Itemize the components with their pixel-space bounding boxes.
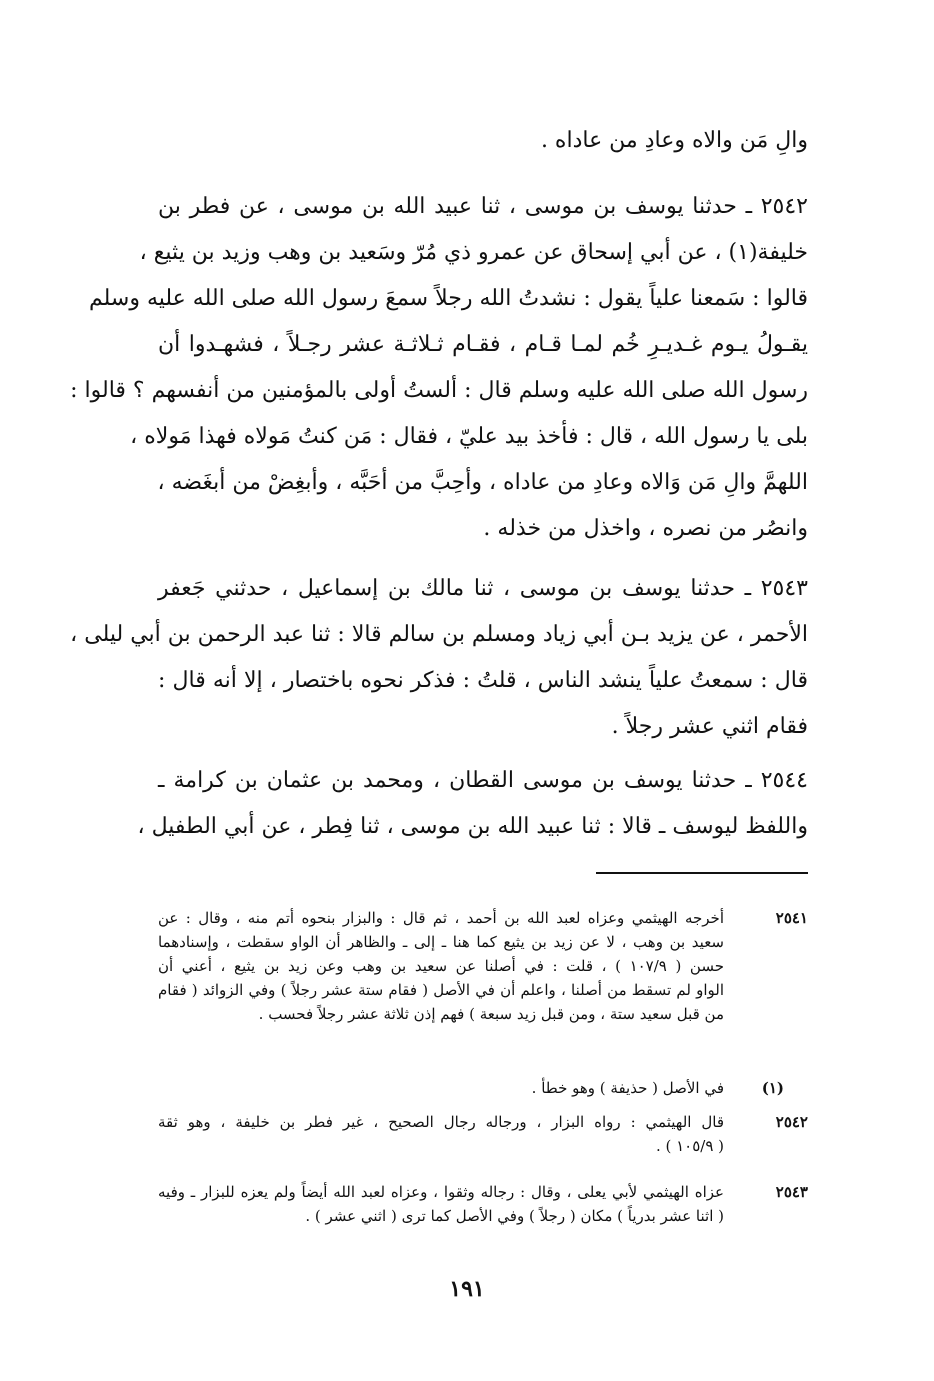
footnote-2542 [158, 1110, 808, 1158]
text-line: يقـولُ يـوم غـديـرِ خُم لمـا قـام ، فقـام ثـلاثـة عشر رجـلاً ، فشهـدوا أن [158, 332, 808, 357]
hadith-2542 [70, 184, 808, 552]
footnote-number: ٢٥٤١ [775, 909, 808, 927]
text-line: الأحمر ، عن يزيد بـن أبي زياد ومسلم بن سالم قالا : ثنا عبد الرحمن بن أبي ليلى ، [70, 622, 808, 647]
paragraph-end-of-2541 [158, 118, 808, 164]
footnote-line: ( اثنا عشر بدرياً ) مكان ( رجلاً ) وفي الأصل كما ترى ( اثني عشر ) . [305, 1207, 724, 1225]
text-line: واللفظ ليوسف ـ قالا : ثنا عبيد الله بن موسى ، ثنا فِطر ، عن أبي الطفيل ، [137, 814, 808, 839]
hadith-2544 [137, 758, 808, 850]
footnote-separator [596, 872, 808, 874]
text-line: ٢٥٤٤ ـ حدثنا يوسف بن موسى القطان ، ومحمد بن عثمان بن كرامة ـ [158, 768, 808, 793]
text-line: قال : سمعتُ علياً ينشد الناس ، قلتُ : فذكر نحوه باختصار ، إلا أنه قال : [158, 668, 808, 693]
footnote-line: عزاه الهيثمي لأبي يعلى ، وقال : رجاله وثقوا ، وعزاه لعبد الله أيضاً ولم يعزه للبزار ـ وفيه [158, 1183, 724, 1201]
text-line: رسول الله صلى الله عليه وسلم قال : ألستُ أولى بالمؤمنين من أنفسهم ؟ قالوا : [70, 378, 808, 403]
hadith-2543 [70, 566, 808, 750]
text-line: ٢٥٤٢ ـ حدثنا يوسف بن موسى ، ثنا عبيد الله بن موسى ، عن فطر بن [158, 194, 808, 219]
footnote-line: ( ١٠٥/٩ ) . [655, 1137, 724, 1155]
text-line: قالوا : سَمعنا علياً يقول : نشدتُ الله رجلاً سمعَ رسول الله صلى الله عليه وسلم [88, 286, 808, 311]
text-line: فقام اثني عشر رجلاً . [611, 714, 808, 739]
footnote-2541 [158, 906, 808, 1026]
footnote-2543 [158, 1180, 808, 1228]
footnote-line: سعيد بن وهب ، لا عن زيد بن يثيع كما هنا ـ إلى ـ والظاهر أن الواو سقطت ، وإسنادهما [158, 933, 724, 951]
footnote-line: قال الهيثمي : رواه البزار ، ورجاله رجال الصحيح ، غير فطر بن خليفة ، وهو ثقة [158, 1113, 724, 1131]
text-line: وانصُر من نصره ، واخذل من خذله . [483, 516, 808, 541]
footnote-line: من قبل سعيد ستة ، ومن قبل زيد سبعة ) فهم إذن ثلاثة عشر رجلاً فحسب . [258, 1005, 724, 1023]
text-line: اللهمَّ والِ مَن وَالاه وعادِ من عاداه ، وأحِبَّ من أحَبَّه ، وأبغِضْ من أبغَضه ، [157, 470, 808, 495]
text-line: والِ مَن والاه وعادِ من عاداه . [540, 128, 808, 153]
text-line: بلى يا رسول الله ، قال : فأخذ بيد عليّ ، فقال : مَن كنتُ مَولاه فهذا مَولاه ، [130, 424, 808, 449]
footnote-number: ٢٥٤٢ [775, 1113, 808, 1131]
footnote-line: الواو لم تسقط من أصلنا ، واعلم أن في الأصل ( فقام ستة عشر رجلاً ) وفي الزوائد ( فقام [158, 981, 724, 999]
text-line: خليفة(١) ، عن أبي إسحاق عن عمرو ذي مُرّ وسَعيد بن وهب وزيد بن يثيع ، [139, 240, 808, 265]
footnote-line: أخرجه الهيثمي وعزاه لعبد الله بن أحمد ، ثم قال : والبزار بنحوه أتم منه ، وقال : عن [158, 909, 724, 927]
text-line: ٢٥٤٣ ـ حدثنا يوسف بن موسى ، ثنا مالك بن إسماعيل ، حدثني جَعفر [158, 576, 808, 601]
footnote-line: حسن ( ١٠٧/٩ ) ، قلت : في أصلنا عن سعيد بن وهب وعن زيد بن يثيع ، أعني أن [158, 957, 724, 975]
footnote-number: (١) [761, 1079, 784, 1097]
footnote-line: في الأصل ( حذيفة ) وهو خطأ . [531, 1079, 724, 1097]
footnote-1 [158, 1076, 808, 1100]
footnote-number: ٢٥٤٣ [775, 1183, 808, 1201]
page-number: ١٩١ [449, 1276, 485, 1302]
